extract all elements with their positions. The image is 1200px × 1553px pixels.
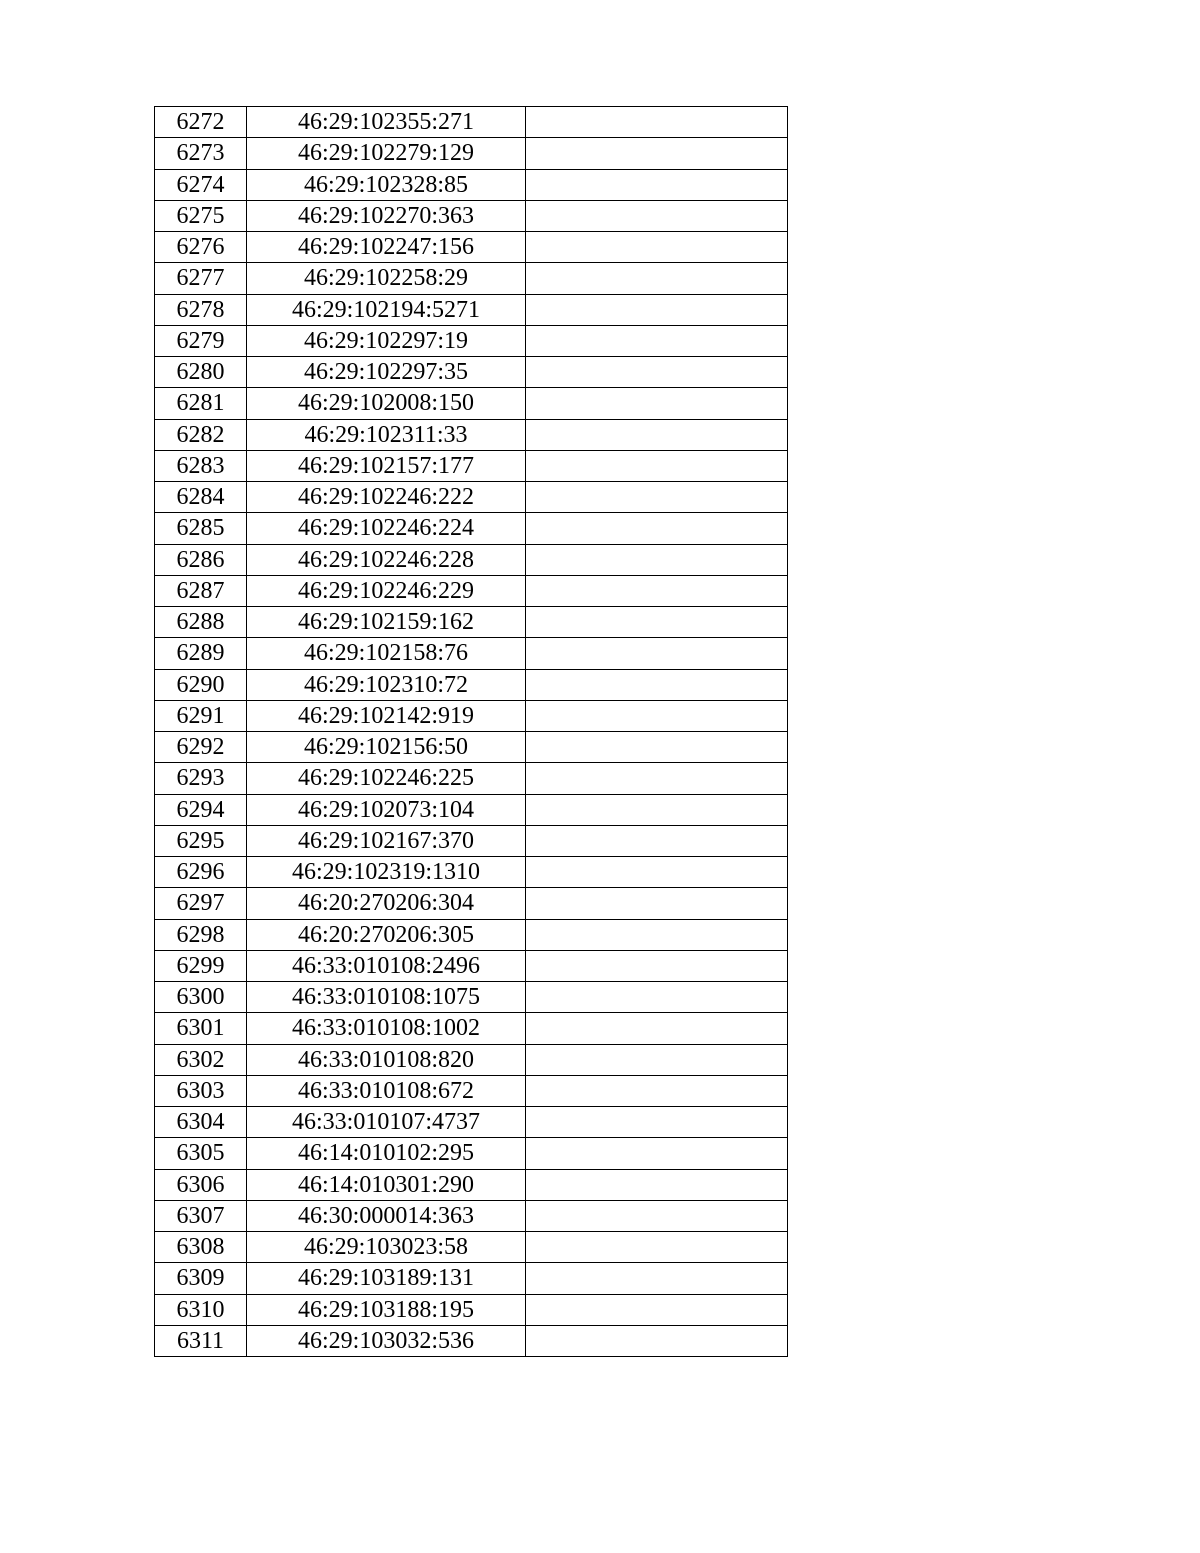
note-cell (526, 325, 788, 356)
table-row (155, 1169, 788, 1200)
cadastral-number-cell: 46:29:103189:131 (247, 1263, 526, 1294)
table-body (155, 107, 788, 1357)
row-number-cell: 6282 (155, 419, 247, 450)
table-row (155, 1325, 788, 1356)
row-number-cell: 6291 (155, 700, 247, 731)
row-number-cell: 6279 (155, 325, 247, 356)
note-cell (526, 1200, 788, 1231)
cadastral-number-cell: 46:20:270206:305 (247, 919, 526, 950)
cadastral-number-cell: 46:29:102142:919 (247, 700, 526, 731)
row-number-cell: 6288 (155, 607, 247, 638)
cadastral-number-cell: 46:20:270206:304 (247, 888, 526, 919)
table-row (155, 575, 788, 606)
cadastral-number-cell: 46:29:102073:104 (247, 794, 526, 825)
cadastral-number-cell: 46:33:010108:1002 (247, 1013, 526, 1044)
row-number-cell: 6293 (155, 763, 247, 794)
note-cell (526, 263, 788, 294)
note-cell (526, 607, 788, 638)
table-row (155, 1200, 788, 1231)
row-number-cell: 6276 (155, 232, 247, 263)
table-row (155, 982, 788, 1013)
row-number-cell: 6310 (155, 1294, 247, 1325)
row-number-cell: 6308 (155, 1232, 247, 1263)
table-row (155, 732, 788, 763)
row-number-cell: 6287 (155, 575, 247, 606)
table-row (155, 888, 788, 919)
row-number-cell: 6304 (155, 1107, 247, 1138)
note-cell (526, 169, 788, 200)
cadastral-number-cell: 46:29:103032:536 (247, 1325, 526, 1356)
note-cell (526, 794, 788, 825)
note-cell (526, 294, 788, 325)
table-row (155, 388, 788, 419)
cadastral-number-cell: 46:29:102246:222 (247, 482, 526, 513)
note-cell (526, 482, 788, 513)
row-number-cell: 6289 (155, 638, 247, 669)
note-cell (526, 1044, 788, 1075)
table-row (155, 763, 788, 794)
cadastral-number-cell: 46:29:102194:5271 (247, 294, 526, 325)
table-row (155, 1013, 788, 1044)
table-row (155, 794, 788, 825)
cadastral-number-cell: 46:29:102247:156 (247, 232, 526, 263)
table-row (155, 919, 788, 950)
table-row (155, 513, 788, 544)
note-cell (526, 669, 788, 700)
row-number-cell: 6290 (155, 669, 247, 700)
cadastral-number-cell: 46:29:102297:19 (247, 325, 526, 356)
row-number-cell: 6296 (155, 857, 247, 888)
cadastral-number-cell: 46:29:102008:150 (247, 388, 526, 419)
cadastral-number-cell: 46:29:102270:363 (247, 200, 526, 231)
row-number-cell: 6278 (155, 294, 247, 325)
row-number-cell: 6306 (155, 1169, 247, 1200)
table-row (155, 1044, 788, 1075)
table-row (155, 263, 788, 294)
note-cell (526, 450, 788, 481)
row-number-cell: 6299 (155, 950, 247, 981)
note-cell (526, 1075, 788, 1106)
row-number-cell: 6292 (155, 732, 247, 763)
row-number-cell: 6311 (155, 1325, 247, 1356)
row-number-cell: 6273 (155, 138, 247, 169)
cadastral-number-cell: 46:30:000014:363 (247, 1200, 526, 1231)
table-row (155, 1107, 788, 1138)
row-number-cell: 6300 (155, 982, 247, 1013)
cadastral-number-cell: 46:29:102246:228 (247, 544, 526, 575)
cadastral-number-cell: 46:29:102297:35 (247, 357, 526, 388)
note-cell (526, 888, 788, 919)
note-cell (526, 638, 788, 669)
note-cell (526, 1294, 788, 1325)
row-number-cell: 6301 (155, 1013, 247, 1044)
row-number-cell: 6294 (155, 794, 247, 825)
row-number-cell: 6298 (155, 919, 247, 950)
row-number-cell: 6303 (155, 1075, 247, 1106)
note-cell (526, 575, 788, 606)
note-cell (526, 107, 788, 138)
note-cell (526, 1013, 788, 1044)
table-row (155, 482, 788, 513)
table-row (155, 544, 788, 575)
note-cell (526, 138, 788, 169)
row-number-cell: 6285 (155, 513, 247, 544)
row-number-cell: 6284 (155, 482, 247, 513)
table-row (155, 232, 788, 263)
cadastral-number-cell: 46:14:010102:295 (247, 1138, 526, 1169)
note-cell (526, 1107, 788, 1138)
note-cell (526, 419, 788, 450)
table-row (155, 138, 788, 169)
table-row (155, 1294, 788, 1325)
note-cell (526, 825, 788, 856)
note-cell (526, 232, 788, 263)
note-cell (526, 700, 788, 731)
cadastral-number-cell: 46:29:103188:195 (247, 1294, 526, 1325)
row-number-cell: 6302 (155, 1044, 247, 1075)
cadastral-number-cell: 46:29:102246:229 (247, 575, 526, 606)
cadastral-number-cell: 46:33:010108:672 (247, 1075, 526, 1106)
table-row (155, 419, 788, 450)
table-row (155, 450, 788, 481)
row-number-cell: 6309 (155, 1263, 247, 1294)
table-row (155, 857, 788, 888)
table-row (155, 700, 788, 731)
table-row (155, 1232, 788, 1263)
cadastral-number-cell: 46:33:010107:4737 (247, 1107, 526, 1138)
cadastral-number-cell: 46:33:010108:1075 (247, 982, 526, 1013)
cadastral-table (154, 106, 788, 1357)
table-row (155, 607, 788, 638)
note-cell (526, 200, 788, 231)
note-cell (526, 1325, 788, 1356)
table-row (155, 357, 788, 388)
note-cell (526, 732, 788, 763)
row-number-cell: 6297 (155, 888, 247, 919)
row-number-cell: 6281 (155, 388, 247, 419)
cadastral-number-cell: 46:29:102355:271 (247, 107, 526, 138)
table-row (155, 294, 788, 325)
note-cell (526, 763, 788, 794)
cadastral-number-cell: 46:29:102157:177 (247, 450, 526, 481)
table-row (155, 669, 788, 700)
cadastral-number-cell: 46:29:102319:1310 (247, 857, 526, 888)
cadastral-number-cell: 46:29:103023:58 (247, 1232, 526, 1263)
row-number-cell: 6277 (155, 263, 247, 294)
cadastral-number-cell: 46:33:010108:2496 (247, 950, 526, 981)
table-row (155, 825, 788, 856)
note-cell (526, 982, 788, 1013)
cadastral-number-cell: 46:29:102156:50 (247, 732, 526, 763)
row-number-cell: 6275 (155, 200, 247, 231)
row-number-cell: 6274 (155, 169, 247, 200)
note-cell (526, 388, 788, 419)
table-row (155, 1138, 788, 1169)
cadastral-number-cell: 46:29:102311:33 (247, 419, 526, 450)
table-row (155, 1263, 788, 1294)
cadastral-number-cell: 46:29:102246:224 (247, 513, 526, 544)
cadastral-number-cell: 46:29:102167:370 (247, 825, 526, 856)
note-cell (526, 1263, 788, 1294)
note-cell (526, 544, 788, 575)
cadastral-number-cell: 46:29:102258:29 (247, 263, 526, 294)
row-number-cell: 6305 (155, 1138, 247, 1169)
row-number-cell: 6283 (155, 450, 247, 481)
row-number-cell: 6286 (155, 544, 247, 575)
table-row (155, 638, 788, 669)
cadastral-number-cell: 46:29:102159:162 (247, 607, 526, 638)
cadastral-number-cell: 46:33:010108:820 (247, 1044, 526, 1075)
cadastral-number-cell: 46:29:102328:85 (247, 169, 526, 200)
table-row (155, 325, 788, 356)
note-cell (526, 919, 788, 950)
note-cell (526, 1138, 788, 1169)
note-cell (526, 1169, 788, 1200)
table-row (155, 1075, 788, 1106)
note-cell (526, 357, 788, 388)
row-number-cell: 6307 (155, 1200, 247, 1231)
table-row (155, 200, 788, 231)
cadastral-number-cell: 46:14:010301:290 (247, 1169, 526, 1200)
table-row (155, 169, 788, 200)
row-number-cell: 6272 (155, 107, 247, 138)
row-number-cell: 6280 (155, 357, 247, 388)
cadastral-number-cell: 46:29:102246:225 (247, 763, 526, 794)
note-cell (526, 513, 788, 544)
note-cell (526, 950, 788, 981)
cadastral-number-cell: 46:29:102158:76 (247, 638, 526, 669)
row-number-cell: 6295 (155, 825, 247, 856)
cadastral-number-cell: 46:29:102279:129 (247, 138, 526, 169)
cadastral-number-cell: 46:29:102310:72 (247, 669, 526, 700)
table-row (155, 107, 788, 138)
note-cell (526, 857, 788, 888)
table-row (155, 950, 788, 981)
note-cell (526, 1232, 788, 1263)
